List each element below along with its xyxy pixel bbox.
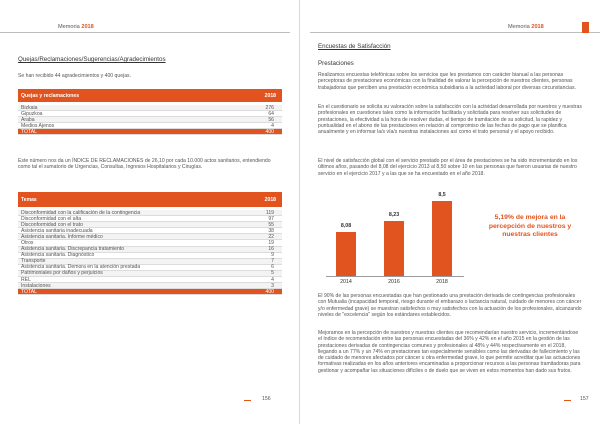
table-total-row: TOTAL 400 xyxy=(18,129,282,135)
left-header-label: Memoria 2018 xyxy=(58,24,94,30)
left-page-number: 156 xyxy=(262,396,271,402)
topics-table xyxy=(18,192,282,295)
table-row: Transporte 7 xyxy=(18,259,282,265)
bar-category-label: 2014 xyxy=(340,279,352,285)
table-row: Patrimoniales por daños y perjuicios 5 xyxy=(18,271,282,277)
left-intro-text: Se han recibido 44 agradecimientos y 400 quejas. xyxy=(18,73,131,79)
table-row: Disconformidad con la calificación de la contingencia 119 xyxy=(18,210,282,216)
right-header-tab xyxy=(582,22,589,33)
table-row: Araba 56 xyxy=(18,117,282,123)
table-row: Asistencia sanitaria. Diagnóstico 9 xyxy=(18,253,282,259)
satisfaction-level-text: El nivel de satisfacción global con el servicio prestado por el área de prestaciones se ha sido incrementando en los últimos años, pasando del 8,08 del ejercicio 2013 al 8,50 sobre 10 en las personas que fueron usuarias de nuestro servicio en el ejercicio 2017 y a las que se ha encuestado en el año 2018. xyxy=(318,158,578,177)
table-row: Gipuzkoa 64 xyxy=(18,111,282,117)
right-page-number: 157 xyxy=(580,396,589,402)
right-page-number-mark xyxy=(564,400,571,401)
survey-questionnaire-text: En el cuestionario se solicita su valoración sobre la satisfacción con la actividad desarrollada por nuestros y nuestras profesionales en cuestiones tales como la información facilitada y solicitada para resolver sus solicitudes de prestaciones, la efectividad a la hora de resolver dudas, el tiempo de tramitación de su solicitud, la rapidez y puntualidad en el abono de las prestaciones en relación al compromiso de las fechas de pago que se planifica anualmente y en informar la/s vía/s nuestras instalaciones así como el trato personal y el apoyo recibido. xyxy=(318,104,582,136)
right-subsection-title: Prestaciones xyxy=(318,60,354,67)
left-page-number-mark xyxy=(244,400,251,401)
topics-table-header: Temas 2018 xyxy=(18,192,282,207)
bar-2014 xyxy=(336,232,356,276)
bar-2018 xyxy=(432,201,452,276)
chart-annotation: 5,19% de mejora en la percepción de nuestros y nuestras clientes xyxy=(488,214,572,239)
bar-2016 xyxy=(384,221,404,276)
recommendation-index-text: Mejoramos en la percepción de nuestros y nuestras clientes que recomendarían nuestro servicio, incrementándose el índice de recomendación entre las personas encuestadas del 36% y 42% en el año 2015 en la gestión de las prestaciones derivadas de contingencias comunes y profesionales al 48% y 44% respectivamente en el 2018, llegando a un 77% y un 74% en prestaciones tan especialmente sensibles como las derivadas de fallecimiento y las de cuidado de menores afectados por cáncer u otra enfermedad grave, lo que permite acreditar que las actuaciones formativas realizadas en los años anteriores encaminadas a proporcionar recursos a las personas tramitadoras para gestionar y acompañar las situaciones difíciles o de duelo que se viven en estos momentos han dado sus frutos. xyxy=(318,330,581,374)
table-total-row: TOTAL 400 xyxy=(18,289,282,295)
chart-baseline xyxy=(326,276,464,277)
table-row: Asistencia sanitaria. Demora en la atención prestada 6 xyxy=(18,265,282,271)
right-header-label: Memoria 2018 xyxy=(508,24,544,30)
left-section-title: Quejas/Reclamaciones/Sugerencias/Agradecimientos xyxy=(18,56,166,63)
bar-value-label: 8,5 xyxy=(438,192,446,198)
bar-category-label: 2016 xyxy=(388,279,400,285)
bar-category-label: 2018 xyxy=(436,279,448,285)
complaints-table xyxy=(18,89,282,135)
table-row: Medios Ajenos 4 xyxy=(18,123,282,129)
table-row: Disconformidad con el alta 97 xyxy=(18,216,282,222)
table-row: Bizkaia 276 xyxy=(18,105,282,111)
bar-value-label: 8,08 xyxy=(340,223,352,230)
bar-value-label: 8,23 xyxy=(388,212,400,219)
table-row: Asistencia sanitaria. Discrepancia tratamiento 16 xyxy=(18,247,282,253)
right-page xyxy=(300,0,600,424)
complaints-index-text: Este número nos da un ÍNDICE DE RECLAMACIONES de 26,10 por cada 10.000 actos sanitarios, entendiendo como tal el sumatorio de Urgencias, Consultas, Ingresos Hospitalarios y Cirugías. xyxy=(18,158,271,171)
table-row: Otros 19 xyxy=(18,240,282,246)
professional-contingencies-text: El 90% de las personas encuestadas que han gestionado una prestación derivada de contingencias profesionales con Mutualia (incapacidad temporal, riesgo durante el embarazo o lactancia natural, cuidado de menores con cáncer y/o enfermedad grave) se muestran satisfechos o muy satisfechos con la actuación de los profesionales, alcanzando niveles de "excelencia" según los estándares establecidos. xyxy=(318,293,582,318)
table-row: REL 4 xyxy=(18,277,282,283)
complaints-table-header: Quejas y reclamaciones 2018 xyxy=(18,89,282,102)
table-row: Disconformidad con el trato 55 xyxy=(18,222,282,228)
table-row: Instalaciones 3 xyxy=(18,283,282,289)
table-row: Asistencia sanitaria. Informe médico 22 xyxy=(18,234,282,240)
table-row: Asistencia sanitaria inadecuada 38 xyxy=(18,228,282,234)
left-header-rule xyxy=(0,32,290,33)
right-header-rule xyxy=(310,32,600,33)
right-section-title: Encuestas de Satisfacción xyxy=(318,43,391,50)
surveys-intro-text: Realizamos encuestas telefónicas sobre los servicios que les prestamos con carácter bianual a las personas perceptoras de prestaciones económicas con la finalidad de valorar la percepción de nuestros clientes, personas trabajadoras que perciben una prestación económica subsidiaria a la actividad laboral por diversas circunstancias. xyxy=(318,72,576,91)
